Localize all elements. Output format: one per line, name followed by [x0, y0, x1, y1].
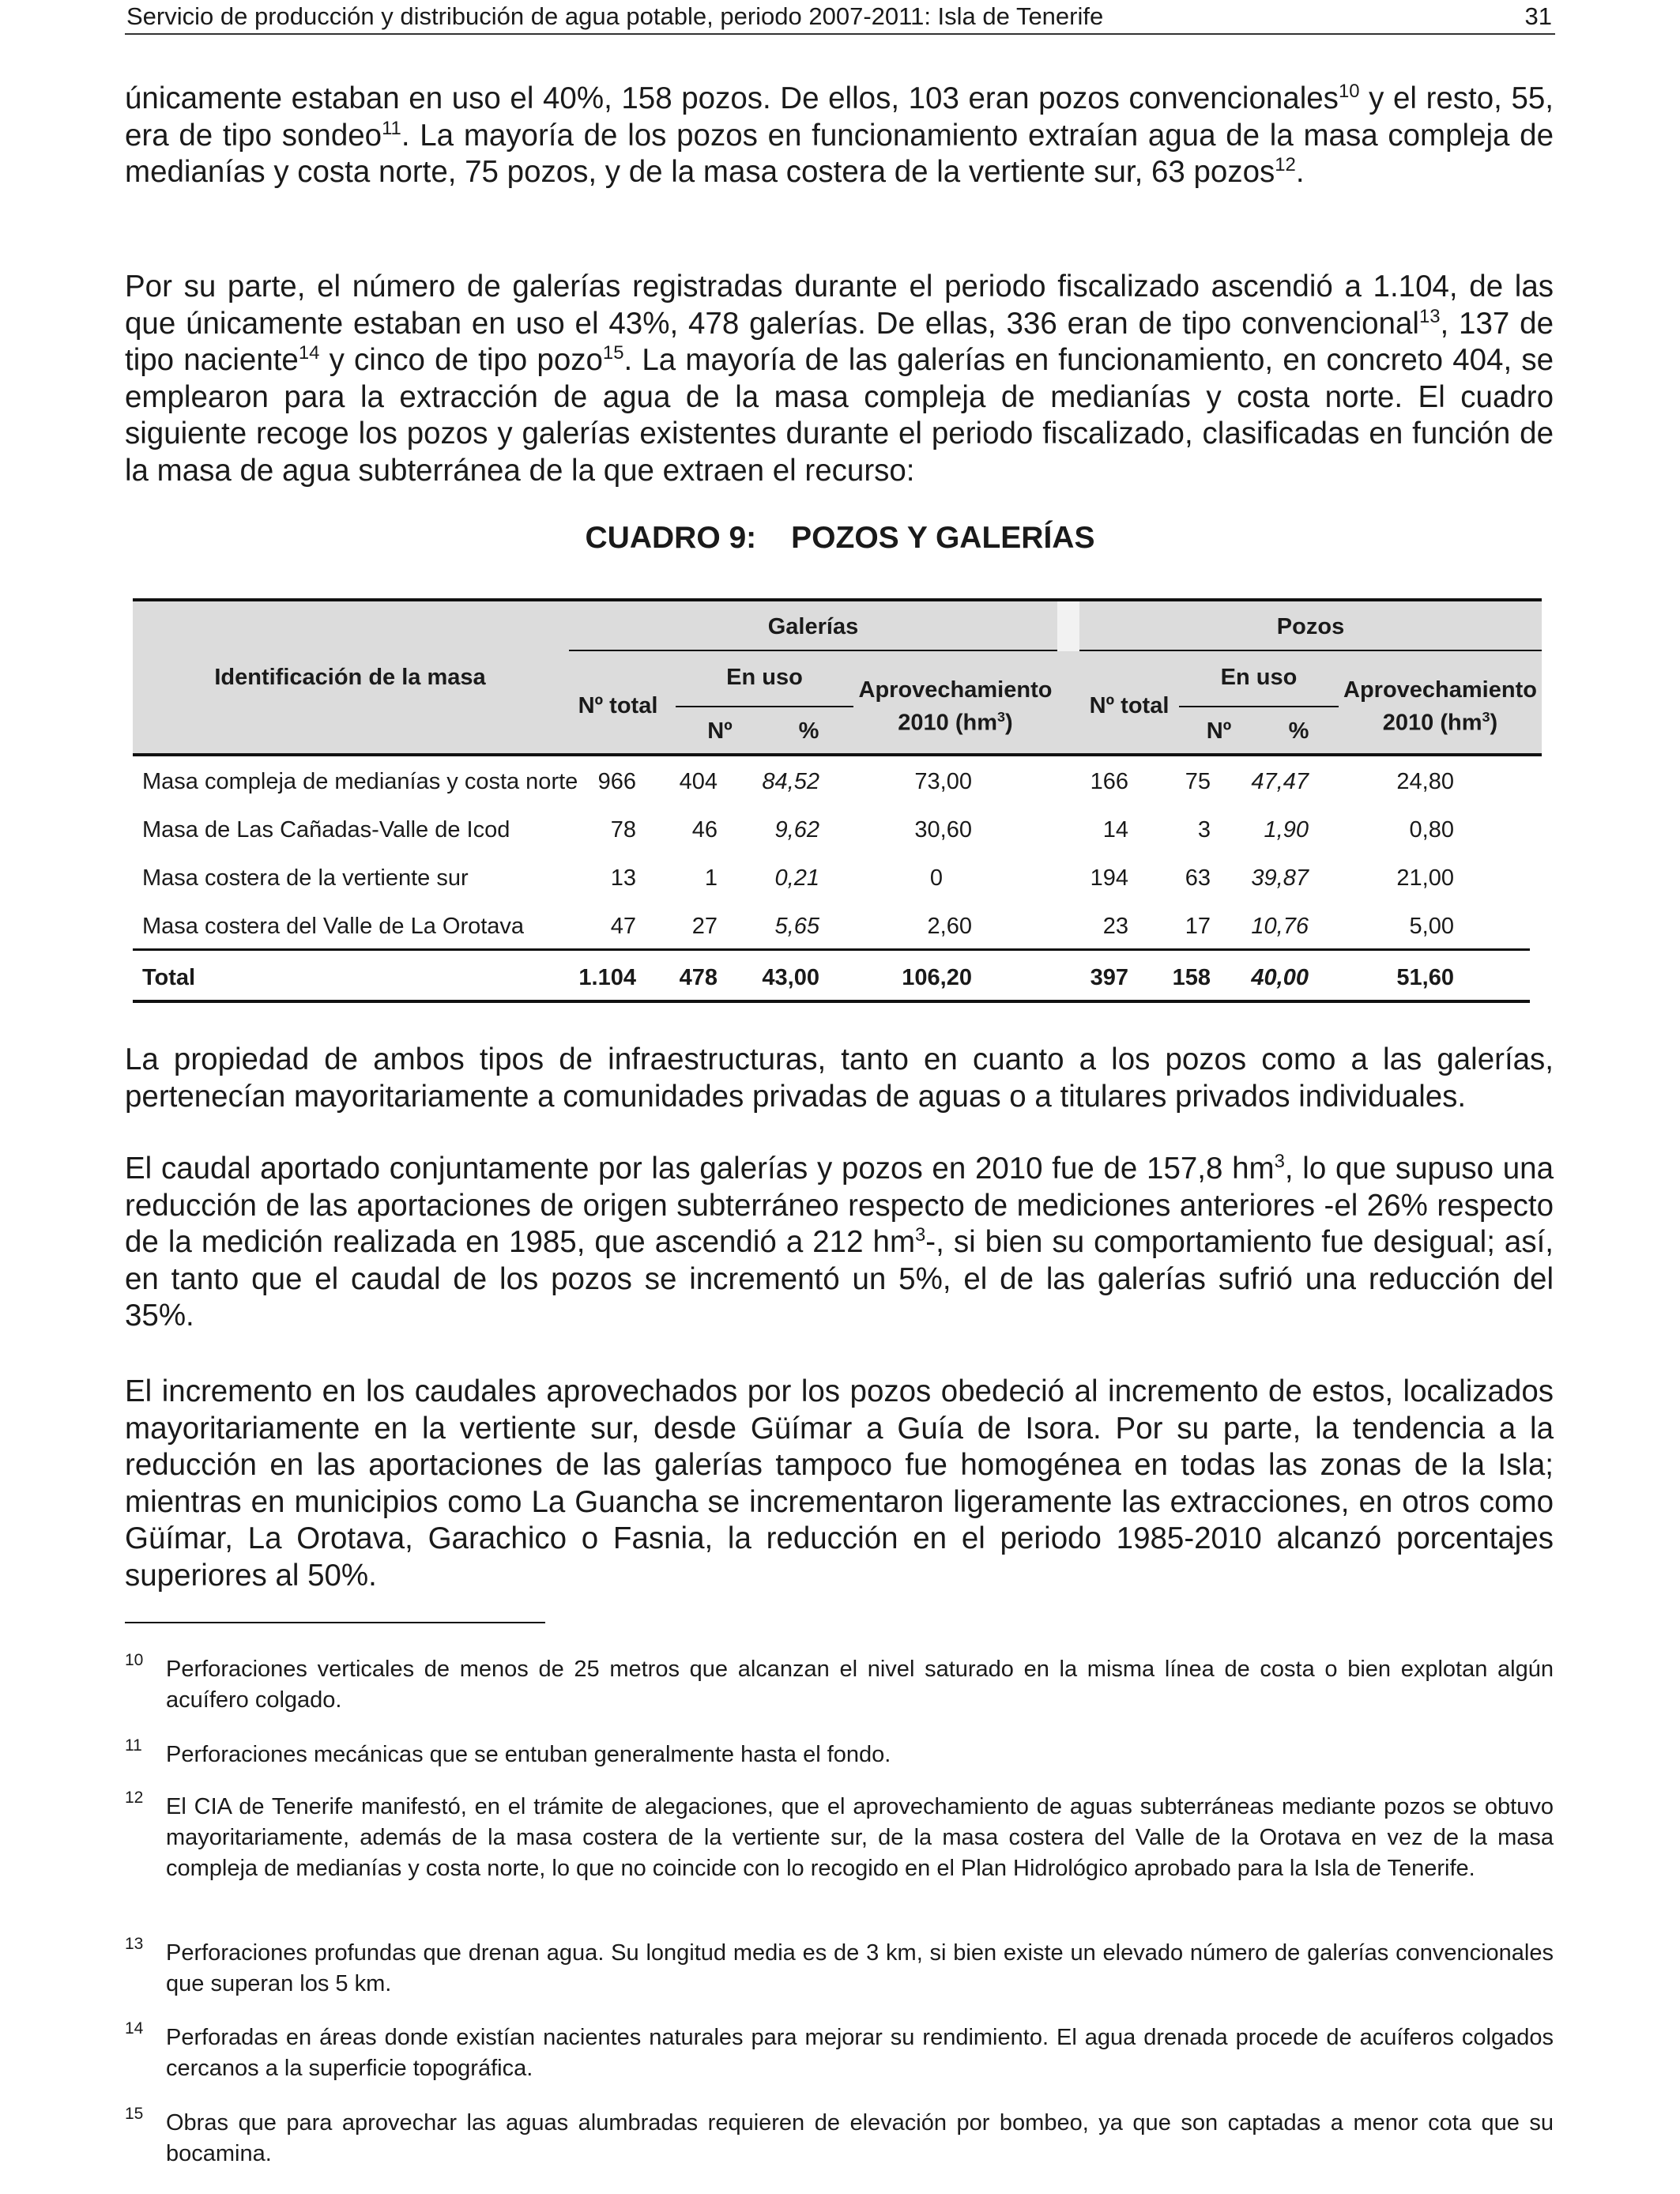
footnote-separator: [125, 1622, 545, 1623]
cell-g-total: 47: [610, 914, 636, 939]
row-name: Masa costera del Valle de La Orotava: [142, 914, 525, 939]
cell-g-total: 966: [597, 769, 636, 794]
cell-p-total: 14: [1102, 817, 1128, 843]
cell-g-aprov: 30,60: [914, 817, 972, 843]
footnote-10: 10 Perforaciones verticales de menos de 25 metros que alcanzan el nivel saturado en la misma línea de costa o bien explotan algún acuífero colgado.: [125, 1651, 1554, 1713]
cell-g-total: 78: [610, 817, 636, 843]
cell-p-total: 166: [1090, 769, 1128, 794]
cell-p-n: 3: [1197, 817, 1211, 843]
footnote-ref-10[interactable]: 10: [1338, 81, 1360, 103]
pozos-galerias-table: [0, 0, 1680, 1027]
cell-g-pct: 84,52: [762, 769, 819, 794]
cell-g-aprov: 73,00: [914, 769, 972, 794]
cell-p-aprov: 0,80: [1409, 817, 1454, 843]
cell-p-n: 17: [1185, 914, 1211, 939]
cell-p-aprov: 24,80: [1396, 769, 1454, 794]
header-pozos-n: Nº: [1206, 718, 1232, 744]
total-p-pct: 40,00: [1251, 965, 1309, 990]
footnote-ref-14[interactable]: 14: [298, 342, 320, 364]
header-galerias: Galerías: [767, 614, 859, 639]
footnote-ref-12[interactable]: 12: [1275, 154, 1296, 176]
cell-g-n: 1: [704, 865, 718, 891]
footnote-15: 15 Obras que para aprovechar las aguas alumbradas requieren de elevación por bombeo, ya que son captadas a menor cota que su bocamina.: [125, 2105, 1554, 2166]
header-pozos-ntotal: Nº total: [1089, 693, 1170, 718]
footnote-12: 12 El CIA de Tenerife manifestó, en el trámite de alegaciones, que el aprovechamiento de aguas subterráneas mediante pozos se obtuvo mayoritariamente, además de la masa costera de la vertiente sur, de la masa costera del Valle de la Orotava en vez de la masa compleja de medianías y costa norte, lo que no coincide con lo recogido en el Plan Hidrológico aprobado para la Isla de Tenerife.: [125, 1789, 1554, 1881]
header-pozos-pct: %: [1288, 718, 1309, 744]
paragraph-pozos: únicamente estaban en uso el 40%, 158 pozos. De ellos, 103 eran pozos convencionales$^{10}$ y el resto, 55, era de tipo sondeo$^{11}$. La mayoría de los pozos en funcionamiento extraían agua de la masa compleja de medianías y costa norte, 75 pozos, y de la masa costera de la vertiente sur, 63 pozos$^{12}$.: [125, 81, 1554, 189]
cell-g-aprov: 2,60: [927, 914, 972, 939]
footnote-14: 14 Perforadas en áreas donde existían nacientes naturales para mejorar su rendimiento. El agua drenada procede de acuíferos colgados cercanos a la superficie topográfica.: [125, 2019, 1554, 2081]
footnote-ref-11[interactable]: 11: [382, 117, 401, 139]
cell-g-n: 46: [691, 817, 718, 843]
page-number: 31: [1524, 2, 1552, 30]
header-identificacion: Identificación de la masa: [214, 665, 486, 690]
total-row-name: Total: [142, 965, 196, 990]
total-p-aprov: 51,60: [1396, 965, 1454, 990]
header-galerias-enuso: En uso: [726, 665, 803, 690]
table-caption-title: POZOS Y GALERÍAS: [791, 521, 1095, 555]
total-p-n: 158: [1172, 965, 1211, 990]
row-name: Masa costera de la vertiente sur: [142, 865, 469, 891]
paragraph-galerias: Por su parte, el número de galerías registradas durante el periodo fiscalizado ascendió a 1.104, de las que únicamente estaban en uso el 43%, 478 galerías. De ellas, 336 eran de tipo convencional$^{13}$, 137 de tipo naciente$^{14}$ y cinco de tipo pozo$^{15}$. La mayoría de las galerías en funcionamiento, en concreto 404, se emplearon para la extracción de agua de la masa compleja de medianías y costa norte. El cuadro siguiente recoge los pozos y galerías existentes durante el periodo fiscalizado, clasificadas en función de la masa de agua subterránea de la que extraen el recurso:: [125, 270, 1554, 488]
cell-p-aprov: 5,00: [1409, 914, 1454, 939]
row-name: Masa de Las Cañadas-Valle de Icod: [142, 817, 510, 843]
cell-g-total: 13: [610, 865, 636, 891]
table-caption-number: CUADRO 9:: [585, 521, 757, 555]
total-g-pct: 43,00: [762, 965, 819, 990]
header-galerias-n: Nº: [707, 718, 733, 744]
cell-g-n: 27: [691, 914, 718, 939]
footnote-ref-15[interactable]: 15: [602, 342, 624, 364]
cell-p-aprov: 21,00: [1396, 865, 1454, 891]
cell-g-pct: 9,62: [774, 817, 819, 843]
cell-p-n: 63: [1185, 865, 1211, 891]
footnote-11: 11 Perforaciones mecánicas que se entuban generalmente hasta el fondo.: [125, 1736, 891, 1767]
cell-g-pct: 5,65: [774, 914, 819, 939]
paragraph-caudal: El caudal aportado conjuntamente por las galerías y pozos en 2010 fue de 157,8 $hm^3$, lo que supuso una reducción de las aportaciones de origen subterráneo respecto de mediciones anteriores -el 26% respecto de la medición realizada en 1985, que ascendió a 212 $hm^3-$, si bien su comportamiento fue desigual; así, en tanto que el caudal de los pozos se incrementó un 5%, el de las galerías sufrió una reducción del 35%.: [125, 1151, 1554, 1333]
footnote-13: 13 Perforaciones profundas que drenan agua. Su longitud media es de 3 km, si bien existe un elevado número de galerías convencionales que superan los 5 km.: [125, 1935, 1554, 1996]
header-pozos-enuso: En uso: [1220, 665, 1298, 690]
total-g-aprov: 106,20: [902, 965, 972, 990]
footnote-ref-13[interactable]: 13: [1418, 305, 1441, 327]
header-galerias-ntotal: Nº total: [578, 693, 658, 718]
cell-g-n: 404: [679, 769, 718, 794]
cell-p-pct: 1,90: [1264, 817, 1309, 843]
header-galerias-pct: %: [798, 718, 819, 744]
cell-p-pct: 47,47: [1251, 769, 1309, 794]
header-galerias-aprovechamiento: Aprovechamiento 2010 $(hm^3)$: [858, 677, 1053, 736]
cell-p-n: 75: [1185, 769, 1211, 794]
cell-p-pct: 10,76: [1251, 914, 1309, 939]
cell-p-total: 23: [1102, 914, 1128, 939]
cell-g-pct: 0,21: [774, 865, 819, 891]
cell-p-pct: 39,87: [1251, 865, 1309, 891]
row-name: Masa compleja de medianías y costa norte: [142, 769, 578, 794]
total-p-total: 397: [1090, 965, 1128, 990]
total-g-n: 478: [679, 965, 718, 990]
cell-p-total: 194: [1090, 865, 1128, 891]
header-pozos: Pozos: [1276, 614, 1345, 639]
total-g-total: 1.104: [578, 965, 636, 990]
document-title: Servicio de producción y distribución de agua potable, periodo 2007-2011: Isla de Tenerife: [126, 2, 1104, 30]
paragraph-propiedad: La propiedad de ambos tipos de infraestructuras, tanto en cuanto a los pozos como a las galerías, pertenecían mayoritariamente a comunidades privadas de aguas o a titulares privados individuales.: [125, 1042, 1554, 1114]
paragraph-incremento: El incremento en los caudales aprovechados por los pozos obedeció al incremento de estos, localizados mayoritariamente en la vertiente sur, desde Güímar a Guía de Isora. Por su parte, la tendencia a la reducción en las aportaciones de las galerías tampoco fue homogénea en todas las zonas de la Isla; mientras en municipios como La Guancha se incrementaron ligeramente las extracciones, en otros como Güímar, La Orotava, Garachico o Fasnia, la reducción en el periodo 1985-2010 alcanzó porcentajes superiores al 50%.: [125, 1374, 1554, 1593]
header-pozos-aprovechamiento: Aprovechamiento 2010 $(hm^3)$: [1343, 677, 1537, 736]
cell-g-aprov: 0: [929, 865, 944, 891]
